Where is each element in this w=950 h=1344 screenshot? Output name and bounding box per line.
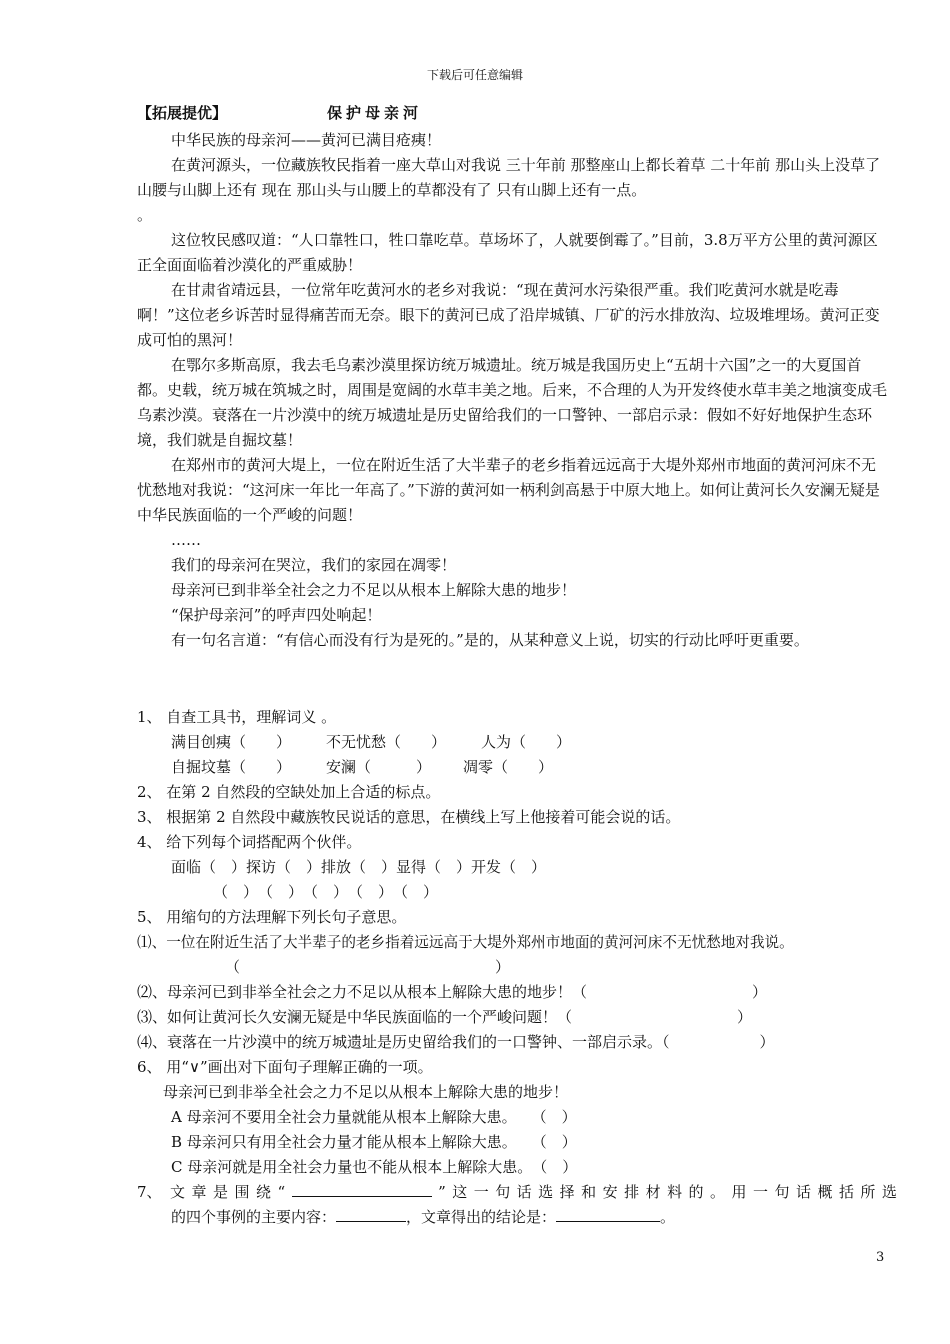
q1-item[interactable]: 人为（ ）	[481, 733, 572, 751]
q7-number: 7、	[137, 1183, 162, 1201]
q7-char: 择	[559, 1183, 575, 1201]
q7-char: 用	[731, 1183, 747, 1201]
q1-item[interactable]: 凋零（ ）	[463, 758, 554, 776]
q7-blank-1[interactable]	[292, 1180, 432, 1197]
paragraph: 中华民族的母亲河——黄河已满目疮痍！	[171, 131, 442, 149]
question-2: 2、 在第 2 自然段的空缺处加上合适的标点。	[137, 783, 441, 801]
article-title: 保护母亲河	[327, 104, 423, 122]
q7-char: “	[277, 1183, 286, 1201]
paragraph: 在甘肃省靖远县，一位常年吃黄河水的老乡对我说：“现在黄河水污染很严重。我们吃黄河水就是吃毒啊！”这位老乡诉苦时显得痛苦而无奈。眼下的黄河已成了沿岸城镇、厂矿的污水排放沟、垃圾堆埋场。黄河正变成可怕的黑河！	[137, 281, 880, 349]
q6-sentence: 母亲河已到非举全社会之力不足以从根本上解除大患的地步！	[163, 1083, 569, 1101]
q1-item[interactable]: 自掘坟墓（ ）	[171, 758, 292, 776]
question-3: 3、 根据第 2 自然段中藏族牧民说话的意思，在横线上写上他接着可能会说的话。	[137, 808, 681, 826]
paragraph: 在鄂尔多斯高原，我去毛乌素沙漠里探访统万城遗址。统万城是我国历史上“五胡十六国”之一的大夏国首都。史载，统万城在筑城之时，周围是宽阔的水草丰美之地。后来，不合理的人为开发终使水草丰美之地演变成毛乌素沙漠。衰落在一片沙漠中的统万城遗址是历史留给我们的一口警钟、一部启示录：假如不好好地保护生态环境，我们就是自掘坟墓！	[137, 356, 888, 449]
q6-option-a[interactable]: A 母亲河不要用全社会力量就能从根本上解除大患。 （ ）	[171, 1108, 577, 1126]
q4-row-1[interactable]: 面临（ ）探访（ ）排放（ ）显得（ ）开发（ ）	[171, 858, 547, 876]
q7-line-1	[170, 1180, 897, 1205]
q7-text-c: 。	[660, 1208, 676, 1226]
q7-char: 所	[860, 1183, 876, 1201]
q5-sentence-3[interactable]: ⑶、如何让黄河长久安澜无疑是中华民族面临的一个严峻问题！（ ）	[137, 1008, 753, 1026]
question-1: 1、 自查工具书，理解词义 。	[137, 708, 337, 726]
q7-char: 这	[452, 1183, 468, 1201]
q7-char: 概	[817, 1183, 833, 1201]
q7-blank-2[interactable]	[336, 1205, 406, 1222]
ellipsis: ……	[171, 531, 201, 549]
q1-item[interactable]: 满目创痍（ ）	[171, 733, 292, 751]
q6-option-b[interactable]: B 母亲河只有用全社会力量才能从根本上解除大患。 （ ）	[171, 1133, 577, 1151]
q7-char: 句	[495, 1183, 511, 1201]
q4-row-2[interactable]: （ ） （ ） （ ） （ ） （ ）	[213, 883, 439, 901]
q7-line-2	[137, 1205, 897, 1230]
page-header: 下载后可任意编辑	[426, 68, 523, 82]
question-6: 6、 用“∨”画出对下面句子理解正确的一项。	[137, 1058, 433, 1076]
paragraph: “保护母亲河”的呼声四处响起！	[171, 606, 382, 624]
q6-option-c[interactable]: C 母亲河就是用全社会力量也不能从根本上解除大患。 （ ）	[171, 1158, 578, 1176]
q1-item[interactable]: 安澜（ ）	[326, 758, 432, 776]
q7-char: 围	[234, 1183, 250, 1201]
q7-char: 排	[624, 1183, 640, 1201]
q7-blank-3[interactable]	[556, 1205, 660, 1222]
section-label: 【拓展提优】	[137, 104, 228, 122]
question-4: 4、 给下列每个词搭配两个伙伴。	[137, 833, 362, 851]
q7-char: 选	[538, 1183, 554, 1201]
q5-sentence-1: ⑴、一位在附近生活了大半辈子的老乡指着远远高于大堤外郑州市地面的黄河河床不无忧愁地对我说。	[137, 934, 794, 951]
paragraph: 母亲河已到非举全社会之力不足以从根本上解除大患的地步！	[171, 581, 577, 599]
q5-sentence-4[interactable]: ⑷、衰落在一片沙漠中的统万城遗址是历史留给我们的一口警钟、一部启示录。（ ）	[137, 1033, 775, 1051]
q7-char: 料	[667, 1183, 683, 1201]
q7-char: 文	[170, 1183, 186, 1201]
paragraph: 我们的母亲河在哭泣，我们的家园在凋零！	[171, 556, 457, 574]
q7-char: 选	[881, 1183, 897, 1201]
q7-char: 。	[710, 1183, 726, 1201]
paragraph: 这位牧民感叹道：“人口靠牲口，牲口靠吃草。草场坏了，人就要倒霉了。”目前，3.8万平方公里的黄河源区正全面面临着沙漠化的严重威胁！	[137, 231, 878, 274]
questions	[137, 705, 897, 1230]
paragraph: 在黄河源头，一位藏族牧民指着一座大草山对我说 三十年前 那整座山上都长着草 二十年前 那山头上没草了 山腰与山脚上还有 现在 那山头与山腰上的草都没有了 只有山脚上还有一点。	[137, 156, 881, 199]
q7-char: 是	[213, 1183, 229, 1201]
paragraph: 在郑州市的黄河大堤上，一位在附近生活了大半辈子的老乡指着远远高于大堤外郑州市地面的黄河河床不无忧愁地对我说：“这河床一年比一年高了。”下游的黄河如一柄利剑高悬于中原大地上。如何让黄河长久安澜无疑是中华民族面临的一个严峻的问题！	[137, 456, 880, 524]
title-row	[137, 102, 422, 123]
question-7	[137, 1180, 897, 1205]
q1-row-2	[137, 755, 897, 780]
q7-char: 安	[602, 1183, 618, 1201]
q7-char: 一	[473, 1183, 489, 1201]
q5-sentence-2[interactable]: ⑵、母亲河已到非举全社会之力不足以从根本上解除大患的地步！（ ）	[137, 983, 768, 1001]
q7-char: 材	[645, 1183, 661, 1201]
q7-char: 的	[688, 1183, 704, 1201]
q1-row-1	[137, 730, 897, 755]
paragraph: 有一句名言道：“有信心而没有行为是死的。”是的，从某种意义上说，切实的行动比呼吁更重要。	[171, 631, 809, 649]
q5-answer-1[interactable]: （ ）	[225, 958, 511, 976]
q7-char: 一	[753, 1183, 769, 1201]
stray-mark: 。	[137, 206, 153, 224]
page-number: 3	[876, 1250, 885, 1265]
q7-char: 和	[581, 1183, 597, 1201]
q7-text-b: ，文章得出的结论是：	[406, 1208, 557, 1226]
passage	[137, 128, 887, 653]
q7-char: 括	[838, 1183, 854, 1201]
q7-char: 章	[191, 1183, 207, 1201]
q7-char: 绕	[255, 1183, 271, 1201]
q7-char: 话	[795, 1183, 811, 1201]
q7-char: 话	[516, 1183, 532, 1201]
q7-char: ”	[438, 1183, 446, 1201]
question-5: 5、 用缩句的方法理解下列长句子意思。	[137, 908, 407, 926]
q1-item[interactable]: 不无忧愁（ ）	[326, 733, 447, 751]
q7-char: 句	[774, 1183, 790, 1201]
q7-text-a: 的四个事例的主要内容：	[171, 1208, 337, 1226]
